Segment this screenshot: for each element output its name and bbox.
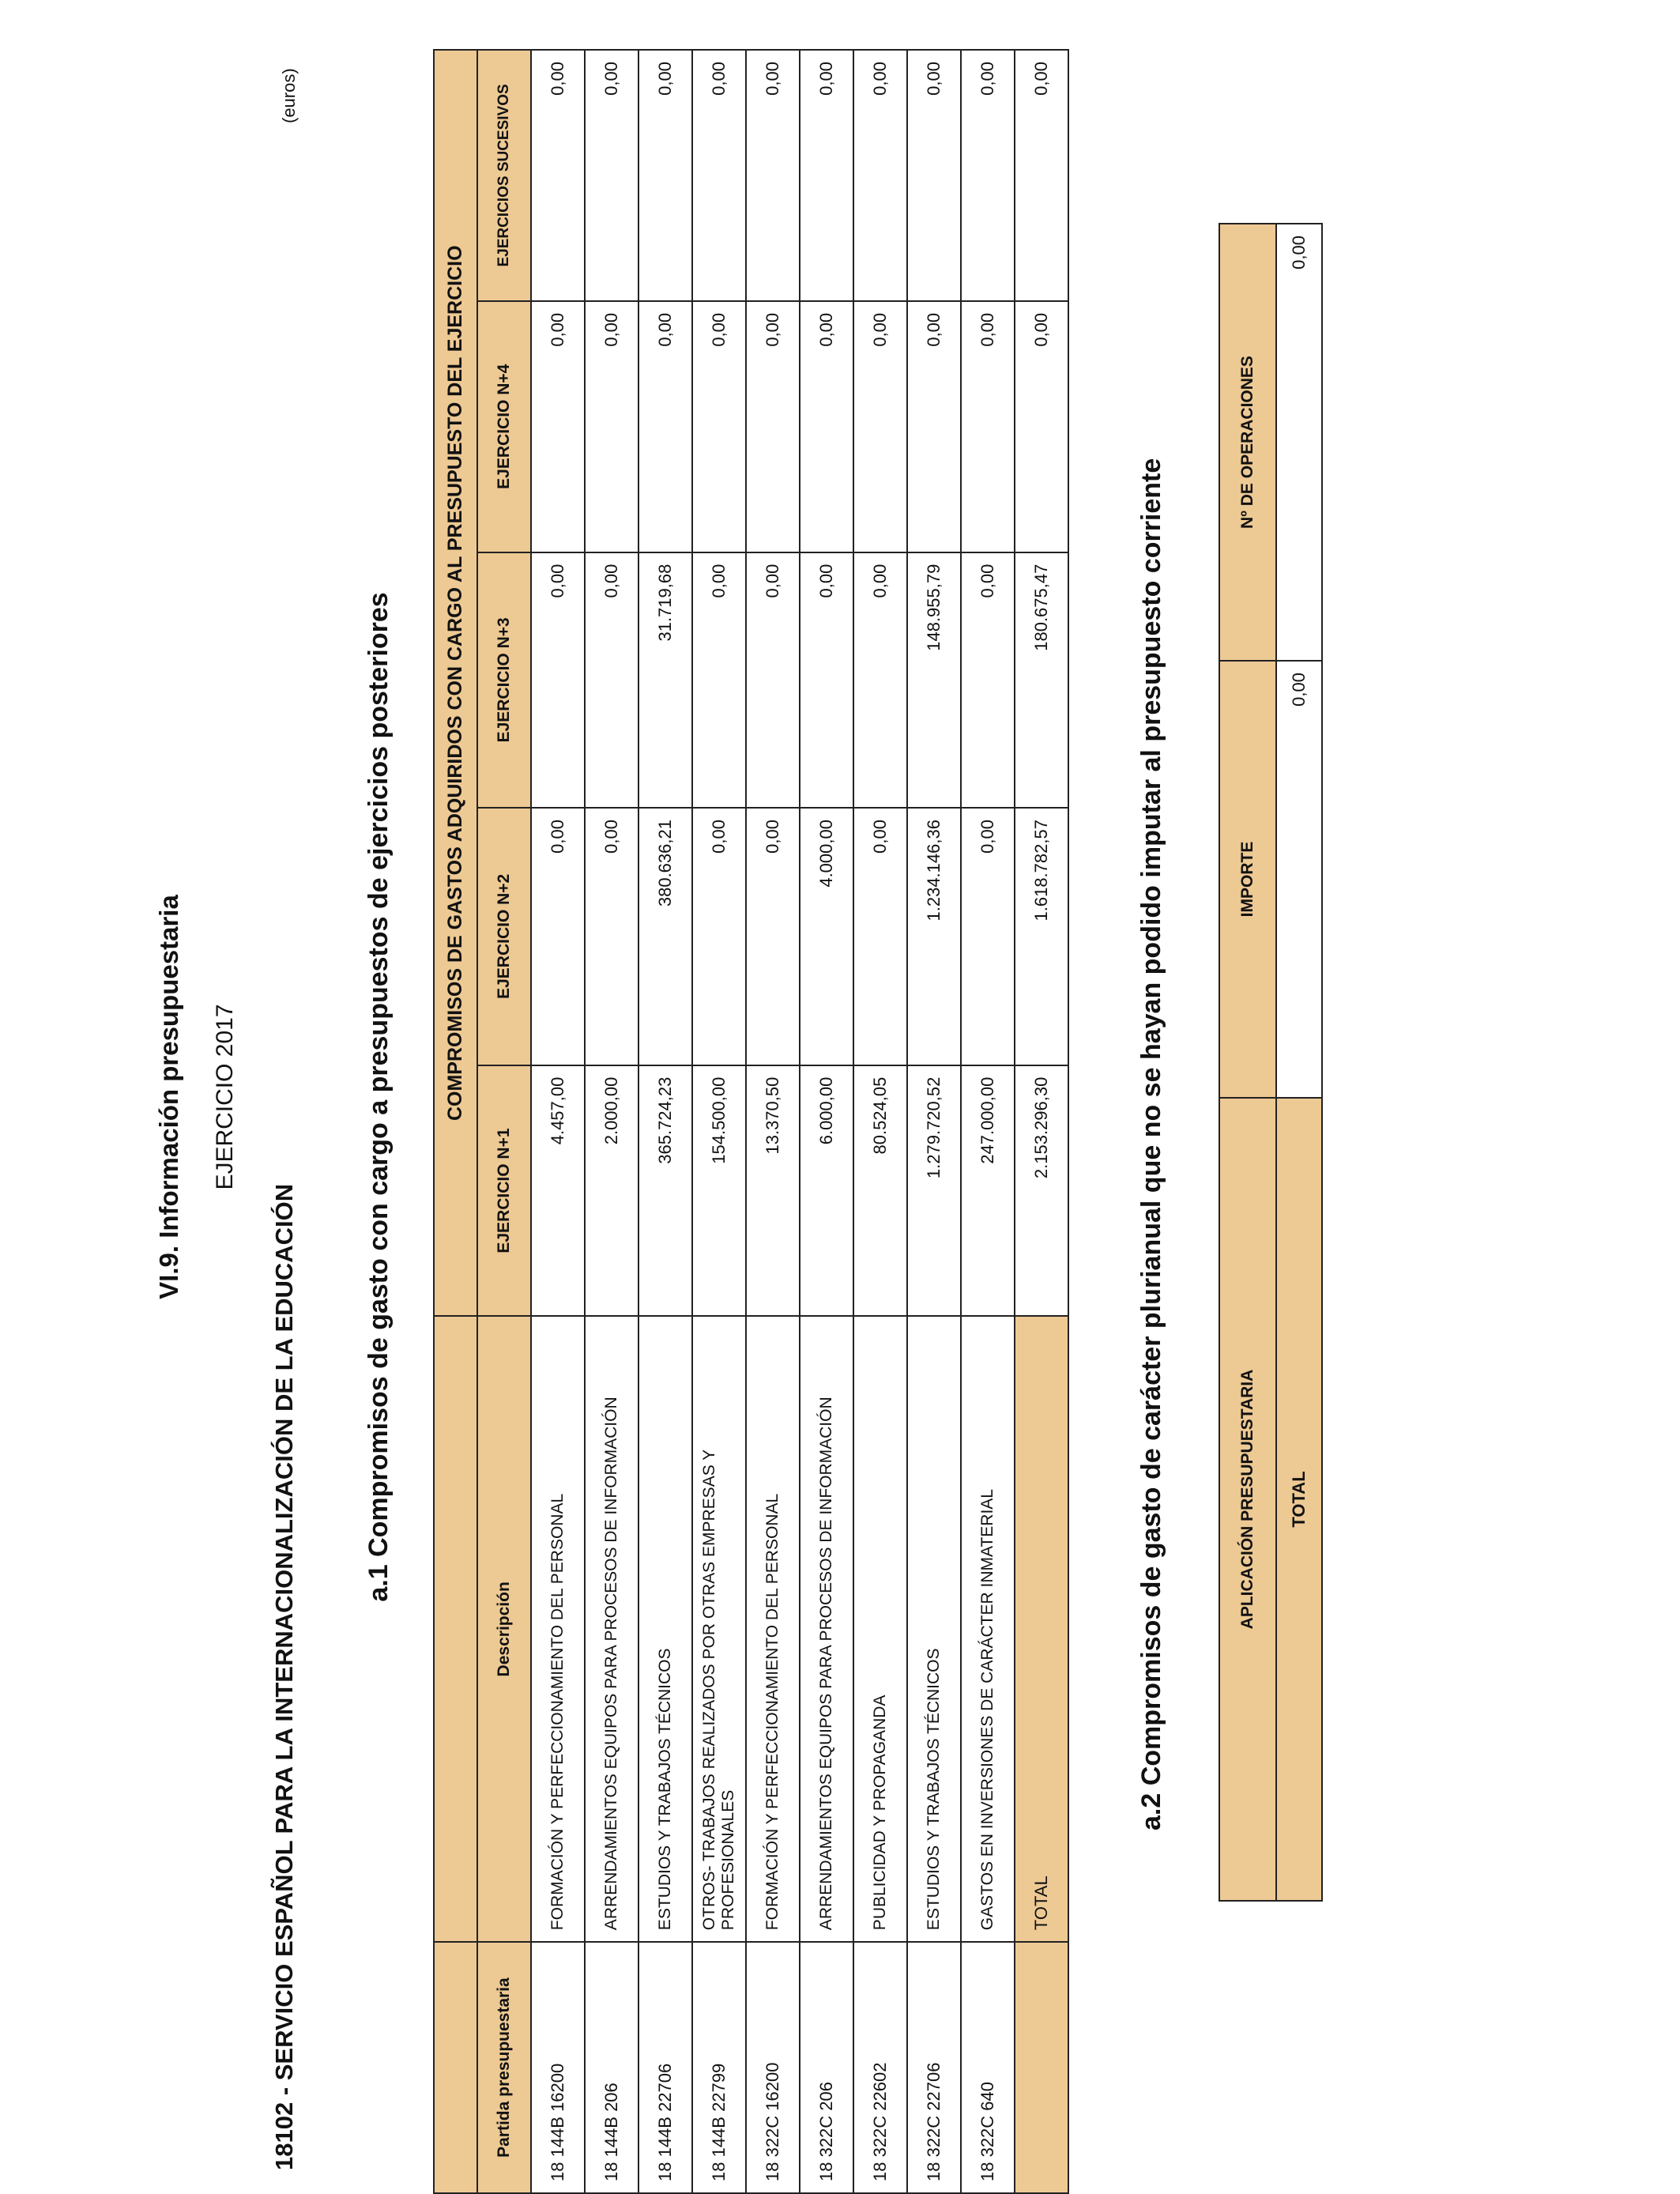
col-n2: EJERCICIO N+2 [477, 808, 531, 1065]
desc-cell: ARRENDAMIENTOS EQUIPOS PARA PROCESOS DE INFORMACIÓN [800, 1316, 853, 1942]
header-blank-desc [434, 1316, 477, 1942]
partida-cell: 18 322C 22602 [853, 1942, 907, 2193]
partida-cell: 18 144B 206 [585, 1942, 638, 2193]
group-header: COMPROMISOS DE GASTOS ADQUIRIDOS CON CARGO AL PRESUPUESTO DEL EJERCICIO [434, 50, 477, 1316]
desc-cell: ESTUDIOS Y TRABAJOS TÉCNICOS [638, 1316, 692, 1942]
partida-cell: 18 322C 640 [961, 1942, 1015, 2193]
commitments-table [433, 49, 1069, 2194]
header-blank-left [434, 1942, 477, 2193]
col-importe: IMPORTE [1219, 661, 1276, 1098]
n3-cell: 0,00 [800, 552, 853, 808]
n1-cell: 2.000,00 [585, 1065, 638, 1317]
n3-cell: 0,00 [853, 552, 907, 808]
suc-cell: 0,00 [638, 50, 692, 301]
total-importe: 0,00 [1276, 661, 1322, 1098]
desc-cell: FORMACIÓN Y PERFECCIONAMIENTO DEL PERSONAL [531, 1316, 585, 1942]
n4-cell: 0,00 [638, 301, 692, 552]
suc-cell: 0,00 [585, 50, 638, 301]
table-row [800, 50, 853, 2193]
partida-cell: 18 144B 22799 [692, 1942, 746, 2193]
total-n4: 0,00 [1015, 301, 1068, 552]
suc-cell: 0,00 [853, 50, 907, 301]
n2-cell: 380.636,21 [638, 808, 692, 1065]
total-n3: 180.675,47 [1015, 552, 1068, 808]
service-heading: 18102 - SERVICIO ESPAÑOL PARA LA INTERNACIONALIZACIÓN DE LA EDUCACIÓN [270, 1183, 298, 2170]
n4-cell: 0,00 [800, 301, 853, 552]
total-row [1276, 224, 1322, 1901]
table-row [692, 50, 746, 2193]
n4-cell: 0,00 [585, 301, 638, 552]
n1-cell: 247.000,00 [961, 1065, 1015, 1317]
table-row [585, 50, 638, 2193]
n2-cell: 0,00 [585, 808, 638, 1065]
partida-cell: 18 322C 22706 [907, 1942, 961, 2193]
table-row [853, 50, 907, 2193]
n4-cell: 0,00 [961, 301, 1015, 552]
n3-cell: 31.719,68 [638, 552, 692, 808]
units-label: (euros) [279, 68, 299, 123]
n1-cell: 365.724,23 [638, 1065, 692, 1317]
partida-cell: 18 322C 206 [800, 1942, 853, 2193]
col-sucesivos: EJERCICIOS SUCESIVOS [477, 50, 531, 301]
total-n1: 2.153.296,30 [1015, 1065, 1068, 1317]
total-n2: 1.618.782,57 [1015, 808, 1068, 1065]
desc-cell: ARRENDAMIENTOS EQUIPOS PARA PROCESOS DE INFORMACIÓN [585, 1316, 638, 1942]
partida-cell: 18 144B 22706 [638, 1942, 692, 2193]
n4-cell: 0,00 [746, 301, 800, 552]
col-n1: EJERCICIO N+1 [477, 1065, 531, 1317]
n1-cell: 6.000,00 [800, 1065, 853, 1317]
suc-cell: 0,00 [531, 50, 585, 301]
section-a1-title: a.1 Compromisos de gasto con cargo a presupuestos de ejercicios posteriores [363, 592, 394, 1602]
total-operaciones: 0,00 [1276, 224, 1322, 661]
col-descripcion: Descripción [477, 1316, 531, 1942]
table-row [531, 50, 585, 2193]
desc-cell: ESTUDIOS Y TRABAJOS TÉCNICOS [907, 1316, 961, 1942]
partida-cell: 18 322C 16200 [746, 1942, 800, 2193]
n1-cell: 1.279.720,52 [907, 1065, 961, 1317]
n3-cell: 0,00 [692, 552, 746, 808]
n4-cell: 0,00 [853, 301, 907, 552]
fiscal-year: EJERCICIO 2017 [212, 1004, 238, 1190]
desc-cell: PUBLICIDAD Y PROPAGANDA [853, 1316, 907, 1942]
total-blank-cell [1015, 1942, 1068, 2193]
n1-cell: 154.500,00 [692, 1065, 746, 1317]
n2-cell: 0,00 [746, 808, 800, 1065]
col-aplicacion: APLICACIÓN PRESUPUESTARIA [1219, 1098, 1276, 1901]
table-row [961, 50, 1015, 2193]
total-row [1015, 50, 1068, 2193]
table-row [746, 50, 800, 2193]
table-row [638, 50, 692, 2193]
n1-cell: 80.524,05 [853, 1065, 907, 1317]
total-label: TOTAL [1276, 1098, 1322, 1901]
suc-cell: 0,00 [746, 50, 800, 301]
n4-cell: 0,00 [907, 301, 961, 552]
n2-cell: 4.000,00 [800, 808, 853, 1065]
n3-cell: 0,00 [531, 552, 585, 808]
n4-cell: 0,00 [531, 301, 585, 552]
n3-cell: 148.955,79 [907, 552, 961, 808]
n3-cell: 0,00 [961, 552, 1015, 808]
section-a2-title: a.2 Compromisos de gasto de carácter plurianual que no se hayan podido imputar al presupuesto corriente [1136, 458, 1166, 1830]
suc-cell: 0,00 [800, 50, 853, 301]
n2-cell: 1.234.146,36 [907, 808, 961, 1065]
desc-cell: OTROS- TRABAJOS REALIZADOS POR OTRAS EMPRESAS Y PROFESIONALES [692, 1316, 746, 1942]
table-row [907, 50, 961, 2193]
n1-cell: 4.457,00 [531, 1065, 585, 1317]
n2-cell: 0,00 [853, 808, 907, 1065]
n2-cell: 0,00 [961, 808, 1015, 1065]
n3-cell: 0,00 [585, 552, 638, 808]
suc-cell: 0,00 [907, 50, 961, 301]
partida-cell: 18 144B 16200 [531, 1942, 585, 2193]
suc-cell: 0,00 [961, 50, 1015, 301]
col-n3: EJERCICIO N+3 [477, 552, 531, 808]
multiyear-commitments-table [1219, 223, 1323, 1902]
desc-cell: FORMACIÓN Y PERFECCIONAMIENTO DEL PERSONAL [746, 1316, 800, 1942]
total-suc: 0,00 [1015, 50, 1068, 301]
desc-cell: GASTOS EN INVERSIONES DE CARÁCTER INMATERIAL [961, 1316, 1015, 1942]
col-n4: EJERCICIO N+4 [477, 301, 531, 552]
col-partida: Partida presupuestaria [477, 1942, 531, 2193]
page-title: VI.9. Información presupuestaria [154, 895, 183, 1299]
n4-cell: 0,00 [692, 301, 746, 552]
n2-cell: 0,00 [692, 808, 746, 1065]
suc-cell: 0,00 [692, 50, 746, 301]
col-operaciones: Nº DE OPERACIONES [1219, 224, 1276, 661]
n2-cell: 0,00 [531, 808, 585, 1065]
total-label: TOTAL [1015, 1316, 1068, 1942]
n3-cell: 0,00 [746, 552, 800, 808]
n1-cell: 13.370,50 [746, 1065, 800, 1317]
